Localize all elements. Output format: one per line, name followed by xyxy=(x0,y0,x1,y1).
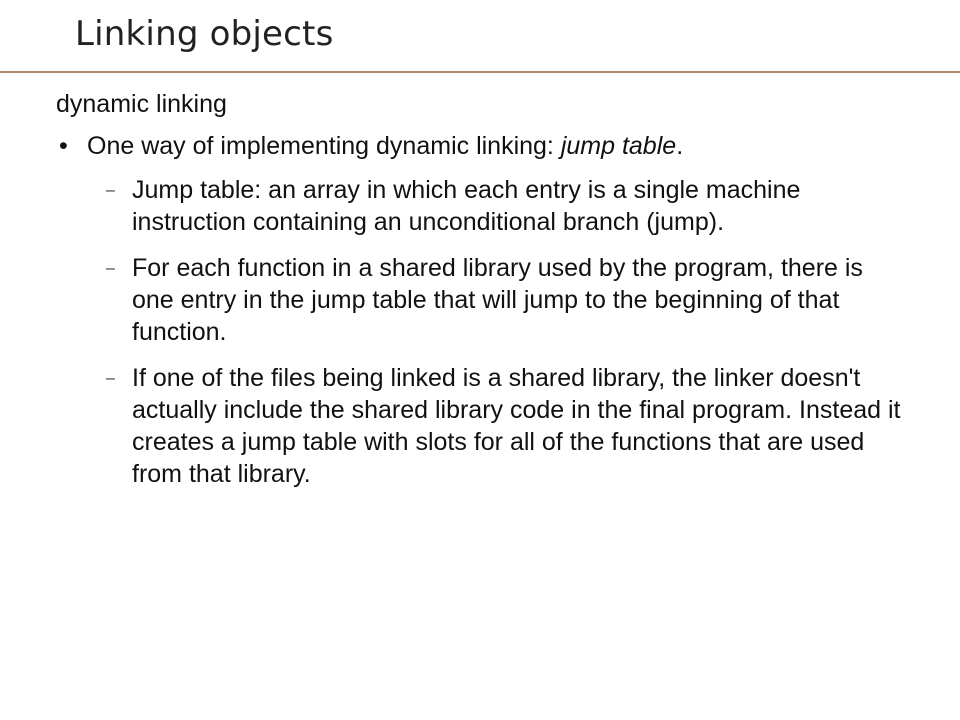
bullet-emphasis: jump table xyxy=(560,132,677,160)
bullet-marker: • xyxy=(59,132,68,160)
sub-item-text: Jump table: an array in which each entry is a single machine instruction containing an unconditional branch (jump). xyxy=(132,176,801,236)
sub-item xyxy=(56,174,906,238)
sub-item xyxy=(56,252,906,348)
bullet-text-lead: One way of implementing dynamic linking: xyxy=(87,132,561,160)
slide-title: Linking objects xyxy=(75,14,334,54)
sub-item-text: If one of the files being linked is a shared library, the linker doesn't actually include the shared library code in the final program. Instead it creates a jump table with slots for all of the functions that are used from that library. xyxy=(132,364,901,488)
sub-item-marker: – xyxy=(106,370,115,387)
title-divider xyxy=(0,71,960,73)
section-label: dynamic linking xyxy=(56,90,227,118)
bullet-text-end: . xyxy=(676,132,684,160)
sub-item xyxy=(56,362,906,490)
sub-item-marker: – xyxy=(106,182,115,199)
bullet-text xyxy=(87,132,683,160)
bullet-item xyxy=(56,130,906,162)
slide-body xyxy=(56,88,906,504)
sub-item-text: For each function in a shared library used by the program, there is one entry in the jump table that will jump to the beginning of that function. xyxy=(132,254,863,346)
sub-item-marker: – xyxy=(106,260,115,277)
